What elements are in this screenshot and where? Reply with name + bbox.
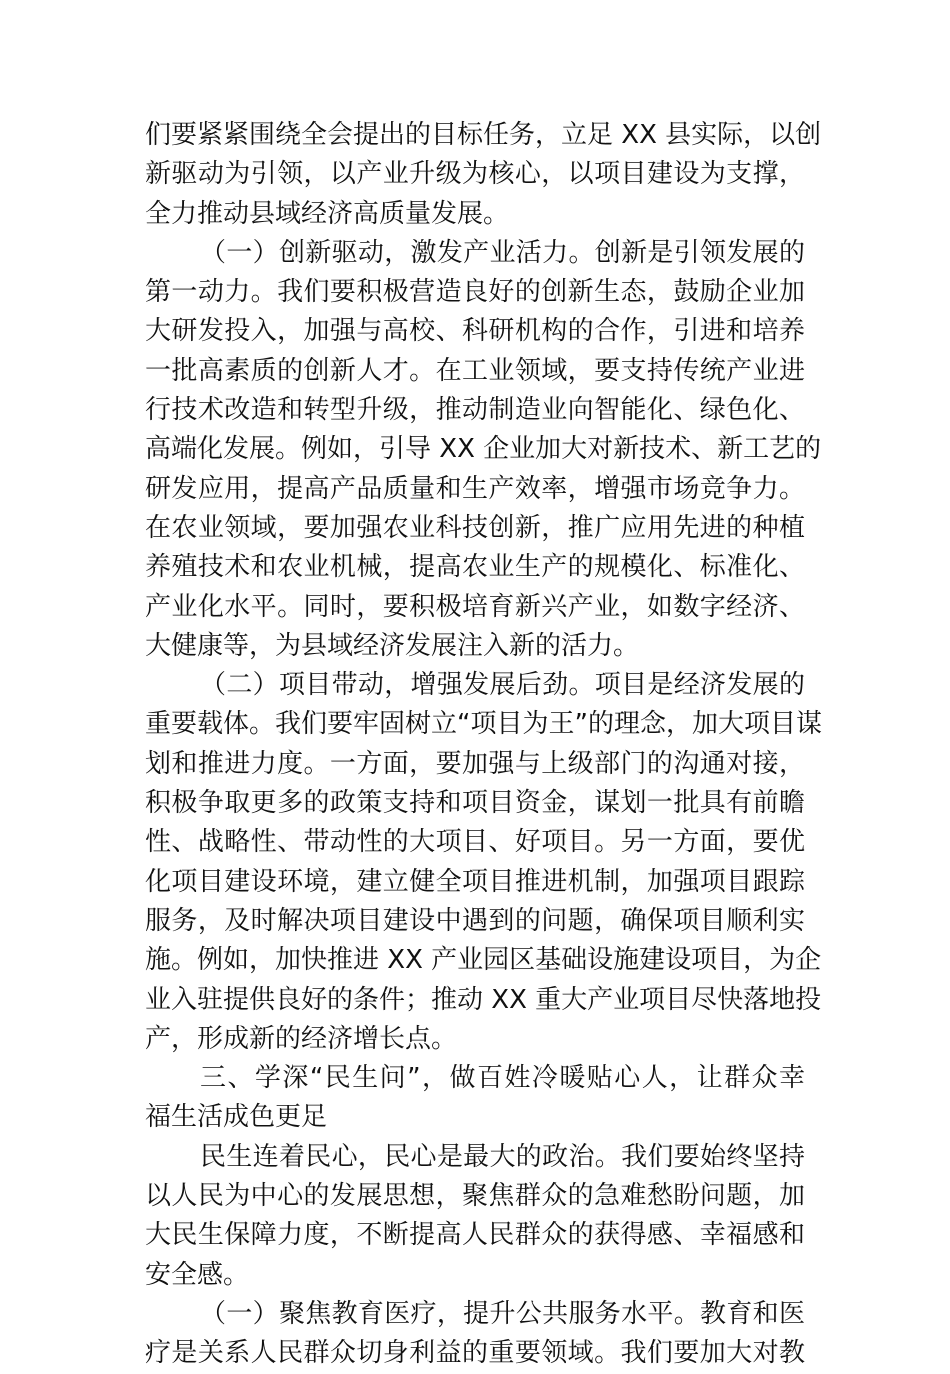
text-line: 大健康等，为县域经济发展注入新的活力。 bbox=[145, 630, 640, 661]
text-line: 全力推动县域经济高质量发展。 bbox=[145, 198, 510, 229]
text-line: 们要紧紧围绕全会提出的目标任务，立足 XX 县实际，以创 bbox=[145, 120, 822, 150]
document-page bbox=[145, 116, 822, 1374]
text-line: 行技术改造和转型升级，推动制造业向智能化、绿色化、 bbox=[145, 395, 805, 426]
text-line: 划和推进力度。一方面，要加强与上级部门的沟通对接， bbox=[145, 748, 805, 779]
text-line: 以人民为中心的发展思想，聚焦群众的急难愁盼问题，加 bbox=[145, 1181, 805, 1212]
text-line: 养殖技术和农业机械，提高农业生产的规模化、标准化、 bbox=[145, 552, 805, 583]
text-line: 研发应用，提高产品质量和生产效率，增强市场竞争力。 bbox=[145, 473, 805, 504]
text-line: 化项目建设环境，建立健全项目推进机制，加强项目跟踪 bbox=[145, 866, 805, 897]
text-line: 施。例如，加快推进 XX 产业园区基础设施建设项目，为企 bbox=[145, 945, 822, 976]
text-line: 疗是关系人民群众切身利益的重要领域。我们要加大对教 bbox=[145, 1338, 805, 1369]
text-line: 三、学深“民生问”，做百姓冷暖贴心人，让群众幸 bbox=[200, 1063, 805, 1094]
text-line: 在农业领域，要加强农业科技创新，推广应用先进的种植 bbox=[145, 512, 805, 543]
text-line: （二）项目带动，增强发展后劲。项目是经济发展的 bbox=[200, 670, 805, 701]
text-line: 安全感。 bbox=[145, 1259, 250, 1290]
text-line: （一）创新驱动，激发产业活力。创新是引领发展的 bbox=[200, 237, 805, 268]
text-line: 性、战略性、带动性的大项目、好项目。另一方面，要优 bbox=[145, 827, 805, 858]
text-line: （一）聚焦教育医疗，提升公共服务水平。教育和医 bbox=[200, 1298, 805, 1329]
text-line: 高端化发展。例如，引导 XX 企业加大对新技术、新工艺的 bbox=[145, 434, 822, 465]
text-line: 积极争取更多的政策支持和项目资金，谋划一批具有前瞻 bbox=[145, 788, 805, 819]
paragraph bbox=[145, 1138, 805, 1295]
text-line: 大研发投入，加强与高校、科研机构的合作，引进和培养 bbox=[145, 316, 805, 347]
paragraph bbox=[145, 666, 822, 1059]
text-line: 民生连着民心，民心是最大的政治。我们要始终坚持 bbox=[200, 1141, 805, 1172]
text-line: 福生活成色更足 bbox=[145, 1102, 328, 1133]
text-line: 产业化水平。同时，要积极培育新兴产业，如数字经济、 bbox=[145, 591, 805, 622]
paragraph bbox=[145, 234, 822, 666]
text-line: 产，形成新的经济增长点。 bbox=[145, 1023, 458, 1054]
text-line: 第一动力。我们要积极营造良好的创新生态，鼓励企业加 bbox=[145, 277, 805, 308]
text-line: 重要载体。我们要牢固树立“项目为王”的理念，加大项目谋 bbox=[145, 709, 822, 740]
text-line: 大民生保障力度，不断提高人民群众的获得感、幸福感和 bbox=[145, 1220, 805, 1251]
text-line: 业入驻提供良好的条件；推动 XX 重大产业项目尽快落地投 bbox=[145, 984, 822, 1015]
paragraph bbox=[145, 1295, 805, 1374]
section-heading bbox=[145, 1059, 805, 1138]
text-line: 一批高素质的创新人才。在工业领域，要支持传统产业进 bbox=[145, 355, 805, 386]
text-line: 新驱动为引领，以产业升级为核心，以项目建设为支撑， bbox=[145, 159, 805, 190]
text-line: 服务，及时解决项目建设中遇到的问题，确保项目顺利实 bbox=[145, 905, 805, 936]
paragraph bbox=[145, 116, 822, 234]
